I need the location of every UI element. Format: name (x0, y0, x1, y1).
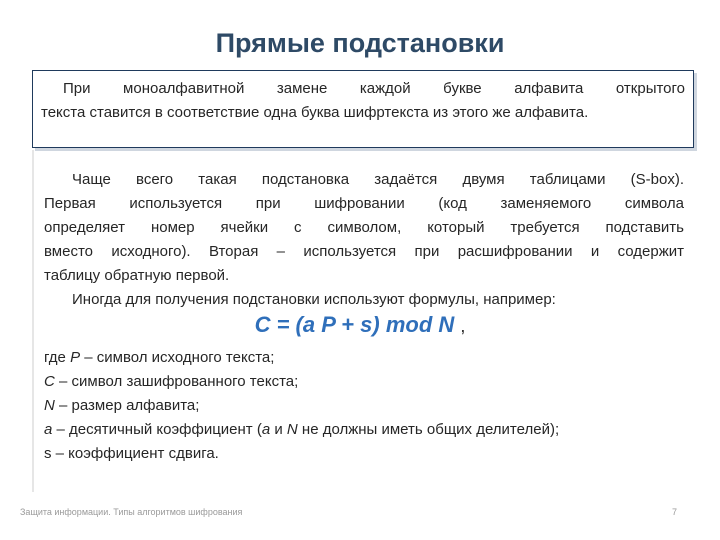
def-p (44, 346, 684, 370)
para1-line-1: Чаще всего такая подстановка задаётся двумя таблицами (S-box). (72, 171, 684, 188)
def-c-text: – символ зашифрованного текста; (54, 373, 299, 390)
formula-comma: , (460, 316, 466, 336)
page-number: 7 (672, 507, 678, 517)
footer-text: Защита информации. Типы алгоритмов шифрования (20, 507, 243, 517)
def-n-symbol: N (44, 397, 55, 414)
definition-line-2: текста ставится в соответствие одна буква шифртекста из этого же алфавита. (41, 104, 589, 121)
def-a-mid-symbol-a: a (261, 421, 271, 438)
para1-line-4: вместо исходного). Вторая – используется при расшифровании и содержит (44, 243, 684, 260)
def-c (44, 370, 684, 394)
definition-box (32, 70, 694, 148)
def-n-text: – размер алфавита; (54, 397, 200, 414)
def-a-tail: не должны иметь общих делителей); (297, 421, 560, 438)
def-a-mid-and: и (270, 421, 287, 438)
para1-line-3: определяет номер ячейки с символом, который требуется подставить (44, 219, 684, 236)
def-a-text: – десятичный коэффициент ( (52, 421, 262, 438)
para1-line-5: таблицу обратную первой. (44, 267, 230, 284)
slide-title: Прямые подстановки (215, 28, 505, 58)
def-a-symbol: a (44, 421, 53, 438)
def-c-symbol: C (44, 373, 55, 390)
def-p-symbol: P (70, 349, 81, 366)
def-a-mid-symbol-n: N (286, 421, 298, 438)
def-s: s – коэффициент сдвига. (44, 445, 219, 462)
def-a (44, 418, 684, 442)
formula-expression: C = (a P + s) mod N (254, 312, 455, 337)
para2: Иногда для получения подстановки используют формулы, например: (72, 291, 556, 308)
definition-line-1: При моноалфавитной замене каждой букве алфавита открытого (63, 80, 685, 97)
def-n (44, 394, 684, 418)
def-p-text: – символ исходного текста; (80, 349, 275, 366)
def-p-prefix: где (44, 349, 71, 366)
formula (0, 312, 720, 338)
para1-line-2: Первая используется при шифровании (код заменяемого символа (44, 195, 684, 212)
